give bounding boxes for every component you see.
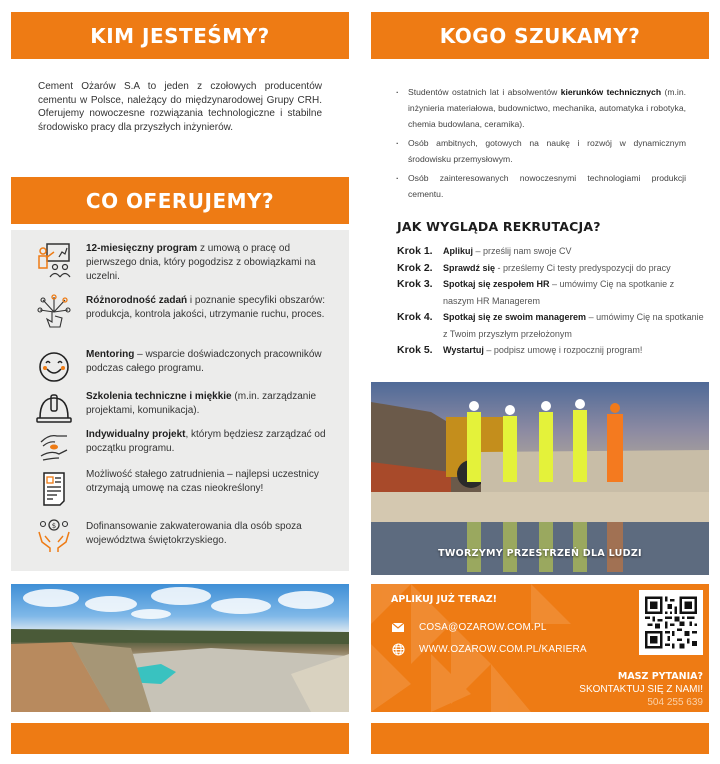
- questions-title: MASZ PYTANIA?: [617, 671, 703, 682]
- network-hand-icon: [35, 294, 73, 332]
- money-hands-icon: [35, 516, 73, 554]
- list-item: · Osób zainteresowanych nowoczesnymi technologiami produkcji cementu.: [396, 170, 686, 202]
- questions-block: [579, 670, 703, 709]
- who-we-are-body: Cement Ożarów S.A to jeden z czołowych producentów cementu w Polsce, należący do międzynarodowej Grupy CRH. Oferujemy nowoczesne rozwiązania technologiczne i stabilne środowisko pracy dla przyszłych inżynierów.: [38, 81, 322, 133]
- offer-text: Szkolenia techniczne i miękkie (m.in. zarządzanie projektami, komunikacja).: [86, 391, 317, 416]
- team-photo: [371, 382, 709, 575]
- list-item: · Studentów ostatnich lat i absolwentów kierunków technicznych (m.in. inżynieria materiałowa, budownictwo, mechanika, automatyka i robotyka, chemia budowlana, ceramika).: [396, 84, 686, 132]
- contact-us-text: SKONTAKTUJ SIĘ Z NAMI!: [579, 684, 703, 695]
- who-we-seek-header: [371, 12, 709, 59]
- offer-list: [11, 230, 349, 571]
- offer-text: Możliwość stałego zatrudnienia – najlepsi uczestnicy otrzymają umowę na czas nieokreślony!: [86, 469, 319, 494]
- apply-now-title: APLIKUJ JUŻ TERAZ!: [391, 594, 497, 605]
- email-link[interactable]: COSA@OZAROW.COM.PL: [419, 621, 547, 633]
- offer-text: Dofinansowanie zakwaterowania dla osób spoza województwa świętokrzyskiego.: [86, 521, 302, 546]
- phone-number[interactable]: 504 255 639: [647, 697, 703, 708]
- qr-code[interactable]: [639, 590, 703, 655]
- recruitment-steps: [397, 243, 707, 359]
- recruitment-step: Krok 2. Sprawdź się - prześlemy Ci testy predyspozycji do pracy: [397, 261, 671, 274]
- quarry-photo: [11, 584, 349, 712]
- website-row[interactable]: [391, 643, 587, 655]
- hard-hat-icon: [35, 390, 73, 428]
- who-we-seek-title: KOGO SZUKAMY?: [439, 23, 641, 48]
- team-illustration: [371, 382, 709, 575]
- presentation-icon: [35, 242, 73, 280]
- smiley-icon: [35, 348, 73, 386]
- email-row[interactable]: [391, 621, 547, 633]
- offer-text: Różnorodność zadań i poznanie specyfiki obszarów: produkcja, kontrola jakości, utrzymanie ruchu, proces.: [86, 295, 325, 320]
- contact-panel: [371, 584, 709, 712]
- qr-code-icon: [645, 596, 697, 649]
- who-we-are-header: [11, 12, 349, 59]
- quarry-illustration: [11, 584, 349, 712]
- who-we-seek-list: [396, 84, 686, 205]
- recruitment-step: Krok 4. Spotkaj się ze swoim managerem – umówimy Cię na spotkanie z Twoim przyszłym przełożonym: [397, 311, 704, 339]
- recruitment-step: Krok 5. Wystartuj – podpisz umowę i rozpocznij program!: [397, 344, 643, 356]
- svg-text:$: $: [51, 522, 57, 530]
- website-link[interactable]: WWW.OZAROW.COM.PL/KARIERA: [419, 643, 587, 655]
- contract-document-icon: [35, 470, 73, 508]
- recruitment-step: Krok 1. Aplikuj – prześlij nam swoje CV: [397, 245, 572, 257]
- offer-text: 12-miesięczny program z umową o pracę od pierwszego dnia, który pogodzisz z obowiązkami na uczelni.: [86, 243, 316, 282]
- globe-icon: [391, 643, 405, 655]
- hands-icon: [35, 428, 73, 466]
- team-photo-caption: TWORZYMY PRZESTRZEŃ DLA LUDZI: [438, 548, 642, 559]
- list-item: · Osób ambitnych, gotowych na naukę i rozwój w dynamicznym środowisku przemysłowym.: [396, 135, 686, 167]
- offer-text: Mentoring – wsparcie doświadczonych pracowników podczas całego programu.: [86, 349, 322, 374]
- footer-bar-right: [371, 723, 709, 754]
- footer-bar-left: [11, 723, 349, 754]
- who-we-are-title: KIM JESTEŚMY?: [90, 23, 270, 48]
- what-we-offer-title: CO OFERUJEMY?: [85, 188, 275, 213]
- recruitment-step: Krok 3. Spotkaj się zespołem HR – umówimy Cię na spotkanie z naszym HR Managerem: [397, 278, 675, 306]
- recruitment-title: JAK WYGLĄDA REKRUTACJA?: [397, 219, 601, 234]
- envelope-icon: [391, 621, 405, 633]
- what-we-offer-header: [11, 177, 349, 224]
- offer-text: Indywidualny projekt, którym będziesz zarządzać od początku programu.: [86, 429, 326, 454]
